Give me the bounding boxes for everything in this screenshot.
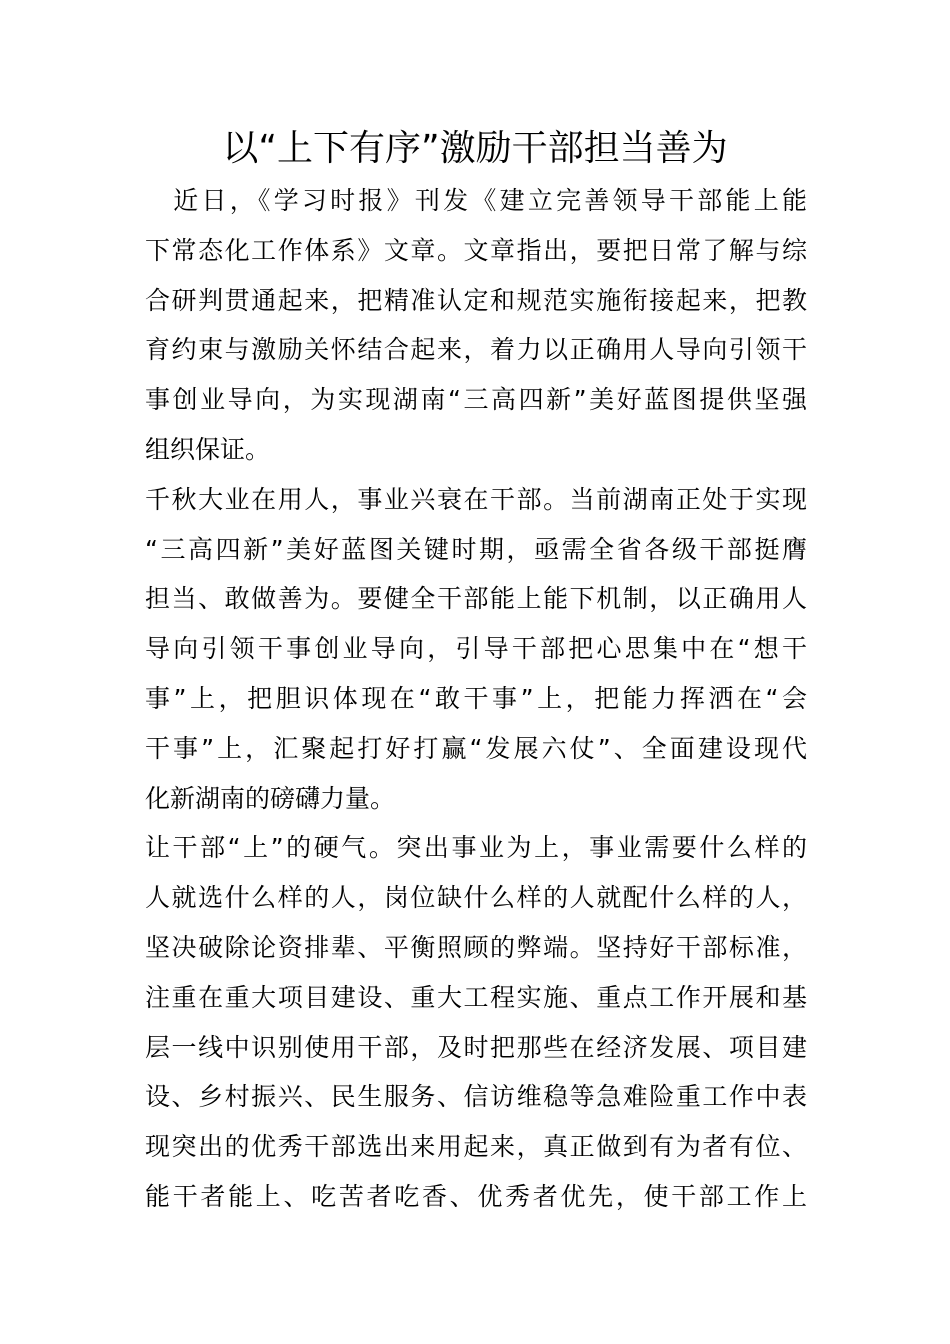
- text-line: 干事”上，汇聚起打好打赢“发展六仗”、全面建设现代: [145, 733, 807, 763]
- paragraph-3: [145, 823, 807, 1221]
- paragraph-2: [145, 475, 807, 824]
- text-line: 坚决破除论资排辈、平衡照顾的弊端。坚持好干部标准，: [145, 932, 807, 962]
- text-line: 人就选什么样的人，岗位缺什么样的人就配什么样的人，: [145, 883, 807, 913]
- document-body: [145, 176, 807, 1222]
- text-line: 事”上，把胆识体现在“敢干事”上，把能力挥洒在“会: [145, 683, 807, 713]
- text-line: 让干部“上”的硬气。突出事业为上，事业需要什么样的: [145, 833, 807, 863]
- text-line: 担当、敢做善为。要健全干部能上能下机制，以正确用人: [145, 584, 807, 614]
- text-line: 注重在重大项目建设、重大工程实施、重点工作开展和基: [145, 982, 807, 1012]
- text-line: 事创业导向，为实现湖南“三高四新”美好蓝图提供坚强: [145, 385, 807, 415]
- text-line: “三高四新”美好蓝图关键时期，亟需全省各级干部挺膺: [145, 534, 807, 564]
- text-line: 设、乡村振兴、民生服务、信访维稳等急难险重工作中表: [145, 1082, 807, 1112]
- text-line: 千秋大业在用人，事业兴衰在干部。当前湖南正处于实现: [145, 484, 807, 514]
- text-line: 合研判贯通起来，把精准认定和规范实施衔接起来，把教: [145, 285, 807, 315]
- text-line: 能干者能上、吃苦者吃香、优秀者优先，使干部工作上: [145, 1181, 807, 1211]
- text-line: 组织保证。: [145, 434, 271, 464]
- text-line: 导向引领干事创业导向，引导干部把心思集中在“想干: [145, 634, 807, 664]
- document-title: 以“上下有序”激励干部担当善为: [222, 128, 728, 169]
- text-line: 近日，《学习时报》刊发《建立完善领导干部能上能: [145, 186, 807, 215]
- text-line: 现突出的优秀干部选出来用起来，真正做到有为者有位、: [145, 1132, 807, 1162]
- text-line: 化新湖南的磅礴力量。: [145, 783, 396, 813]
- paragraph-1: [145, 176, 807, 475]
- text-line: 层一线中识别使用干部，及时把那些在经济发展、项目建: [145, 1032, 807, 1062]
- text-line: 下常态化工作体系》文章。文章指出，要把日常了解与综: [145, 235, 807, 265]
- text-line: 育约束与激励关怀结合起来，着力以正确用人导向引领干: [145, 335, 807, 365]
